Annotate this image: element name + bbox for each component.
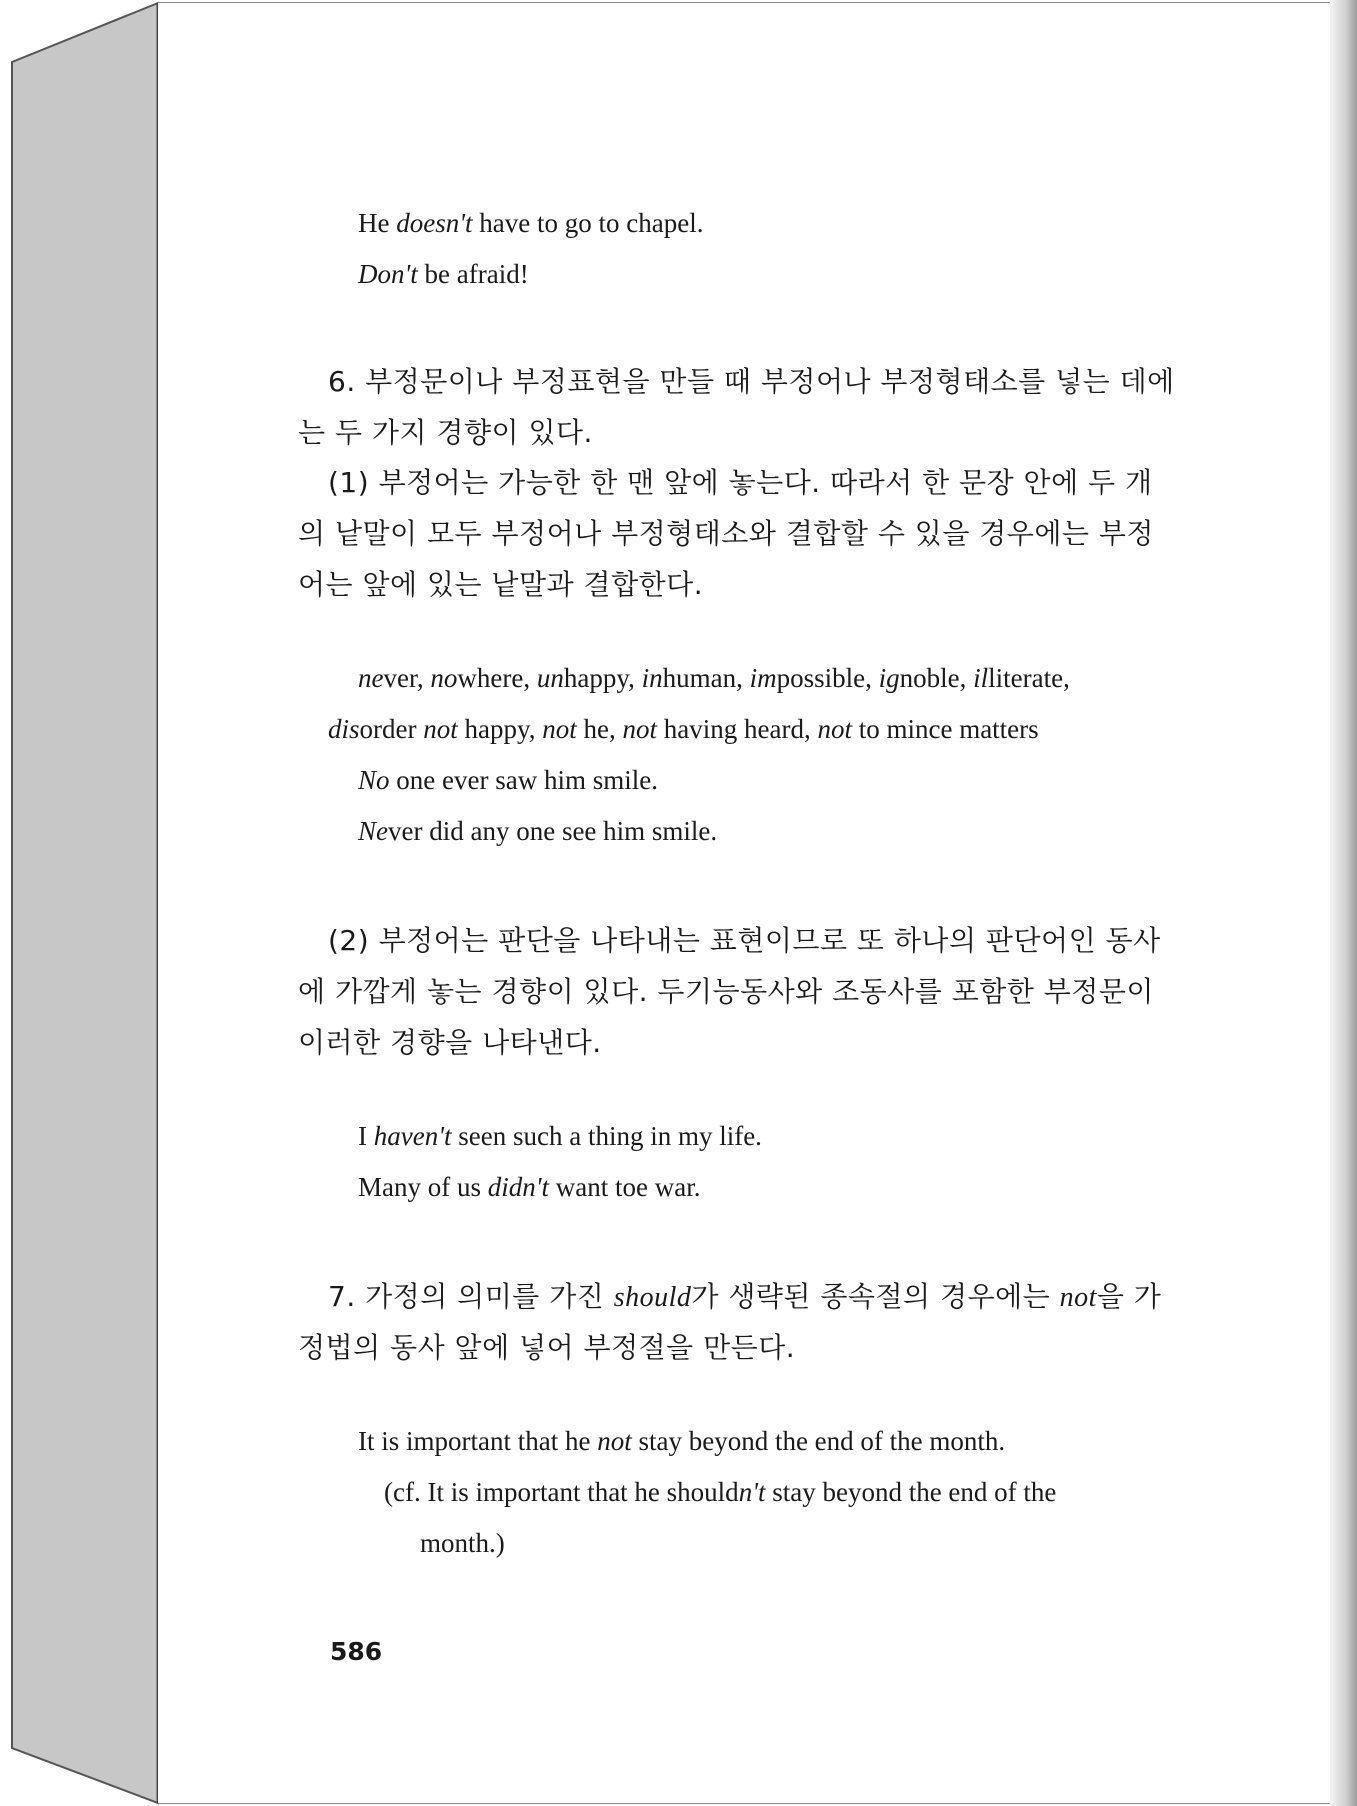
paragraph-line: 이러한 경향을 나타낸다. (298, 1026, 602, 1059)
example-sentence: I haven't seen such a thing in my life. (358, 1121, 762, 1151)
book-spine-side (0, 0, 175, 1806)
paragraph-line: 7. 가정의 의미를 가진 should가 생략된 종속절의 경우에는 not을 가 (328, 1280, 1162, 1313)
page-number: 586 (330, 1637, 383, 1666)
example-words: disorder not happy, not he, not having heard, not to mince matters (328, 714, 1039, 744)
paragraph-line: 정법의 동사 앞에 넣어 부정절을 만든다. (298, 1331, 796, 1364)
example-sentence: He doesn't have to go to chapel. (358, 208, 704, 238)
example-sentence: No one ever saw him smile. (358, 765, 658, 795)
example-sentence: month.) (420, 1528, 505, 1558)
paragraph-line: 의 낱말이 모두 부정어나 부정형태소와 결합할 수 있을 경우에는 부정 (298, 517, 1154, 550)
paragraph-line: 에 가깝게 놓는 경향이 있다. 두기능동사와 조동사를 포함한 부정문이 (298, 975, 1154, 1008)
example-sentence: Don't be afraid! (358, 259, 529, 289)
page-content (158, 3, 1333, 1803)
paragraph-line: (1) 부정어는 가능한 한 맨 앞에 놓는다. 따라서 한 문장 안에 두 개 (328, 466, 1153, 499)
paragraph-line: 어는 앞에 있는 낱말과 결합한다. (298, 568, 704, 601)
book-page (158, 2, 1333, 1804)
example-words: never, nowhere, unhappy, inhuman, impossible, ignoble, illiterate, (358, 663, 1070, 693)
page-edge-shadow (1330, 0, 1357, 1806)
paragraph-line: (2) 부정어는 판단을 나타내는 표현이므로 또 하나의 판단어인 동사 (328, 924, 1161, 957)
paragraph-line: 6. 부정문이나 부정표현을 만들 때 부정어나 부정형태소를 넣는 데에 (328, 365, 1175, 398)
example-sentence: Many of us didn't want toe war. (358, 1172, 701, 1202)
example-sentence: (cf. It is important that he shouldn't stay beyond the end of the (384, 1477, 1057, 1507)
example-sentence: It is important that he not stay beyond the end of the month. (358, 1426, 1006, 1456)
paragraph-line: 는 두 가지 경향이 있다. (298, 416, 593, 449)
example-sentence: Never did any one see him smile. (358, 816, 718, 846)
